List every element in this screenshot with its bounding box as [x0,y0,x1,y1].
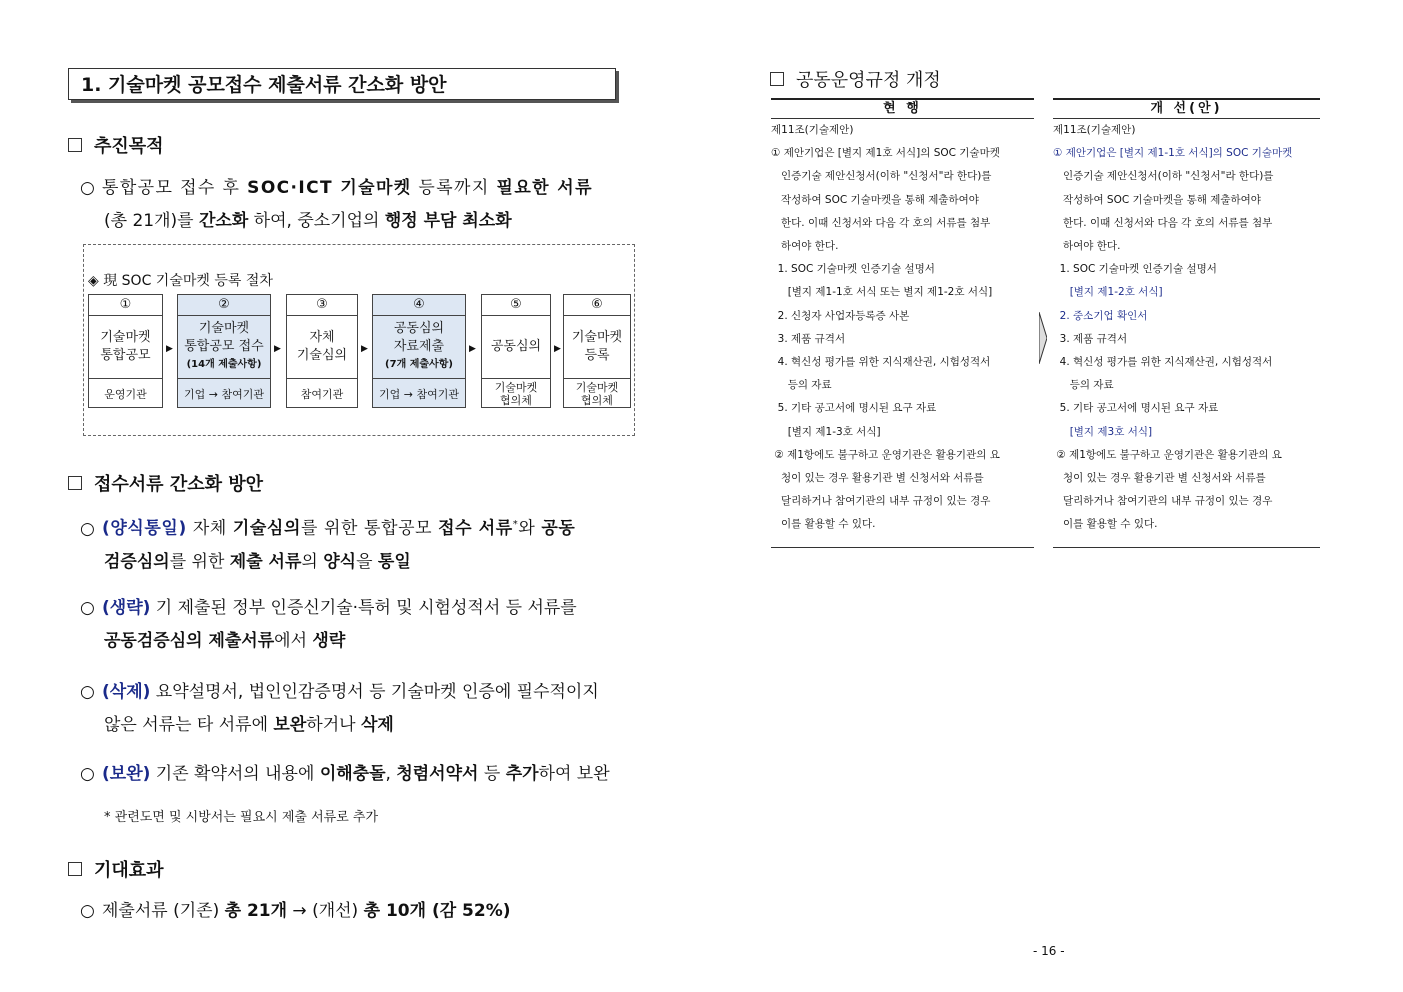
improved-column [1053,98,1320,548]
step-label: 기술마켓 통합공모 [89,316,162,379]
step-owner: 기술마켓 협의체 [575,381,619,407]
square-bullet-icon [770,72,784,86]
step-arrow-icon: ▶ [274,344,281,354]
current-header: 현 행 [771,100,1034,119]
process-step [563,294,631,408]
improved-header: 개 선(안) [1053,100,1320,119]
current-text [771,119,1034,548]
effect-paragraph: ○ 제출서류 (기존) 총 21개 → (개선) 총 10개 (감 52%) [80,901,511,921]
page-number: - 16 - [1033,944,1065,958]
step-arrow-icon: ▶ [554,344,561,354]
regulation-line: ② 제1항에도 불구하고 운영기관은 활용기관의 요 [771,448,1000,461]
regulation-line: 등의 자료 [1053,379,1114,392]
regulation-line: 3. 제품 규격서 [1053,332,1128,345]
regulation-line: 등의 자료 [771,379,832,392]
step-owner: 기업 → 참여기관 [379,387,459,401]
step-owner: 참여기관 [300,387,344,401]
step-label: 공동심의 [482,316,550,379]
purpose-line-1: ○ 통합공모 접수 후 SOC·ICT 기술마켓 등록까지 필요한 서류 [80,178,593,198]
regulation-line: [별지 제1-1호 서식 또는 별지 제1-2호 서식] [771,286,993,299]
regulation-line: 4. 혁신성 평가를 위한 지식재산권, 시험성적서 [771,356,991,369]
regulation-line: 달리하거나 참여기관의 내부 규정이 있는 경우 [1053,495,1273,508]
regulation-line: 2. 중소기업 확인서 [1053,309,1148,322]
regulation-line: [별지 제1-3호 서식] [771,425,881,438]
step-label: 기술마켓 등록 [564,316,630,379]
step-number: ④ [373,295,465,316]
regulation-line: 1. SOC 기술마켓 인증기술 설명서 [1053,263,1217,276]
footnote: * 관련도면 및 시방서는 필요시 제출 서류로 추가 [104,810,379,825]
section-heading-purpose: 추진목적 [68,132,164,158]
step-owner: 기술마켓 협의체 [494,381,538,407]
regulation-line: [별지 제1-2호 서식] [1053,286,1163,299]
process-step [372,294,466,408]
right-section-heading: 공동운영규정 개정 [770,66,941,92]
regulation-line: 5. 기타 공고서에 명시된 요구 자료 [1053,402,1219,415]
current-column [771,98,1034,548]
regulation-line: 청이 있는 경우 활용기관 별 신청서와 서류를 [771,472,984,485]
step-arrow-icon: ▶ [166,344,173,354]
square-bullet-icon [68,862,82,876]
regulation-line: 청이 있는 경우 활용기관 별 신청서와 서류를 [1053,472,1266,485]
item-delete: ○ (삭제) 요약설명서, 법인인감증명서 등 기술마켓 인증에 필수적이지 않은 서류는 타 서류에 보완하거나 삭제 [80,682,599,735]
regulation-line: 5. 기타 공고서에 명시된 요구 자료 [771,402,937,415]
regulation-line: 하여야 한다. [771,240,839,253]
item-supplement: ○ (보완) 기존 확약서의 내용에 이해충돌, 청렴서약서 등 추가하여 보완 [80,764,610,784]
regulation-line: 인증기술 제안신청서(이하 "신청서"라 한다)를 [1053,170,1274,183]
regulation-line: 3. 제품 규격서 [771,332,846,345]
square-bullet-icon [68,476,82,490]
step-label: 공동심의 자료제출 (7개 제출사항) [373,316,465,379]
step-number: ⑥ [564,295,630,316]
page-title: 1. 기술마켓 공모접수 제출서류 간소화 방안 [68,68,616,100]
purpose-line-2: (총 21개)를 간소화 하여, 중소기업의 행정 부담 최소화 [104,211,512,231]
step-owner: 기업 → 참여기관 [184,387,264,401]
regulation-line: 인증기술 제안신청서(이하 "신청서"라 한다)를 [771,170,992,183]
step-label: 기술마켓 통합공모 접수 (14개 제출사항) [178,316,270,379]
regulation-line: 달리하거나 참여기관의 내부 규정이 있는 경우 [771,495,991,508]
change-arrow-icon [1039,312,1047,364]
step-number: ① [89,295,162,316]
regulation-line: 이를 활용할 수 있다. [1053,518,1158,531]
regulation-line: 1. SOC 기술마켓 인증기술 설명서 [771,263,935,276]
step-label: 자체 기술심의 [287,316,357,379]
regulation-line: 이를 활용할 수 있다. [771,518,876,531]
process-step [88,294,163,408]
step-number: ③ [287,295,357,316]
process-step [481,294,551,408]
section-heading-effect: 기대효과 [68,856,164,882]
regulation-line: 4. 혁신성 평가를 위한 지식재산권, 시험성적서 [1053,356,1273,369]
step-arrow-icon: ▶ [361,344,368,354]
improved-text [1053,119,1320,548]
item-omit: ○ (생략) 기 제출된 정부 인증신기술·특허 및 시험성적서 등 서류를 공동검증심의 제출서류에서 생략 [80,598,577,651]
step-number: ⑤ [482,295,550,316]
regulation-line: 하여야 한다. [1053,240,1121,253]
regulation-line: 한다. 이때 신청서와 다음 각 호의 서류를 첨부 [1053,216,1273,229]
regulation-line: ② 제1항에도 불구하고 운영기관은 활용기관의 요 [1053,448,1282,461]
item-unify: ○ (양식통일) 자체 기술심의를 위한 통합공모 접수 서류*와 공동 검증심의를 위한 제출 서류의 양식을 통일 [80,518,576,572]
regulation-line: ① 제안기업은 [별지 제1-1호 서식]의 SOC 기술마켓 [1053,147,1293,160]
process-step [177,294,271,408]
purpose-paragraph [80,172,636,238]
regulation-line: 한다. 이때 신청서와 다음 각 호의 서류를 첨부 [771,216,991,229]
step-number: ② [178,295,270,316]
square-bullet-icon [68,138,82,152]
section-heading-simplification: 접수서류 간소화 방안 [68,470,263,496]
regulation-line: 작성하여 SOC 기술마켓을 통해 제출하여야 [771,193,979,206]
process-step [286,294,358,408]
process-title: ◈ 現 SOC 기술마켓 등록 절차 [88,273,273,289]
step-owner: 운영기관 [104,387,147,401]
step-arrow-icon: ▶ [469,344,476,354]
regulation-line: 작성하여 SOC 기술마켓을 통해 제출하여야 [1053,193,1261,206]
regulation-line: 제11조(기술제안) [1053,124,1136,136]
regulation-line: 2. 신청자 사업자등록증 사본 [771,309,910,322]
regulation-line: 제11조(기술제안) [771,124,854,136]
regulation-line: ① 제안기업은 [별지 제1호 서식]의 SOC 기술마켓 [771,147,1000,160]
regulation-line: [별지 제3호 서식] [1053,425,1153,438]
